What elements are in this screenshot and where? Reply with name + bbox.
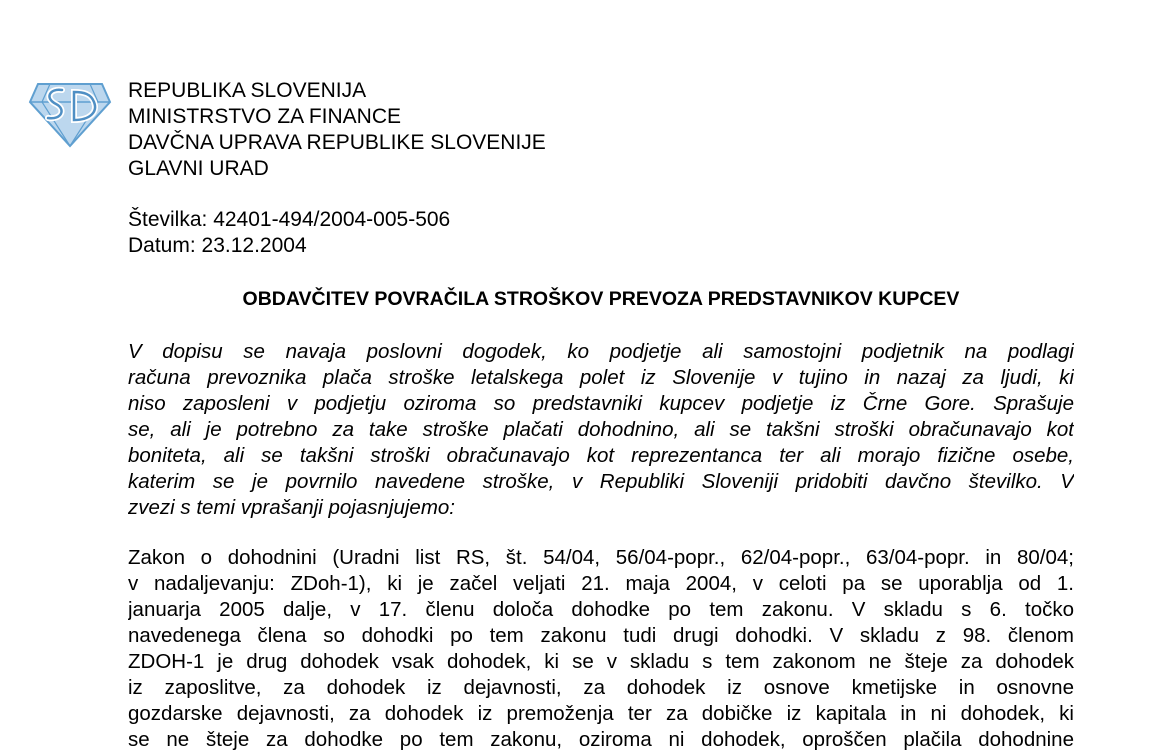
text-line: boniteta, ali se takšni stroški obračunavajo kot reprezentanca ter ali morajo fizične osebe, bbox=[128, 444, 1074, 467]
header-line-tax-administration: DAVČNA UPRAVA REPUBLIKE SLOVENIJE bbox=[128, 131, 546, 154]
paragraph-question bbox=[128, 339, 1074, 521]
text-line: v nadaljevanju: ZDoh-1), ki je začel veljati 21. maja 2004, v celoti pa se uporablja od 1. bbox=[128, 572, 1074, 595]
header-line-office: GLAVNI URAD bbox=[128, 157, 269, 180]
text-line: iz zaposlitve, za dohodek iz dejavnosti, za dohodek iz osnove kmetijske in osnovne bbox=[128, 676, 1074, 699]
text-line: računa prevoznika plača stroške letalskega polet iz Slovenije v tujino in nazaj za ljudi, ki bbox=[128, 366, 1074, 389]
document-meta bbox=[128, 207, 450, 259]
header-line-republic: REPUBLIKA SLOVENIJA bbox=[128, 79, 367, 102]
text-line: gozdarske dejavnosti, za dohodek iz premoženja ter za dobičke iz kapitala in ni dohodek, ki bbox=[128, 702, 1074, 725]
document-date: Datum: 23.12.2004 bbox=[128, 234, 307, 257]
text-line: se ne šteje za dohodke po tem zakonu, oziroma ni dohodek, oproščen plačila dohodnine bbox=[128, 728, 1074, 751]
header-line-ministry: MINISTRSTVO ZA FINANCE bbox=[128, 105, 402, 128]
text-line: Zakon o dohodnini (Uradni list RS, št. 54/04, 56/04-popr., 62/04-popr., 63/04-popr. in 80/04; bbox=[128, 546, 1074, 569]
text-line: ZDOH-1 je drug dohodek vsak dohodek, ki se v skladu s tem zakonom ne šteje za dohodek bbox=[128, 650, 1074, 673]
text-line: navedenega člena so dohodki po tem zakonu tudi drugi dohodki. V skladu z 98. členom bbox=[128, 624, 1074, 647]
text-line: V dopisu se navaja poslovni dogodek, ko podjetje ali samostojni podjetnik na podlagi bbox=[128, 340, 1074, 363]
text-line: se, ali je potrebno za take stroške plačati dohodnino, ali se takšni stroški obračunavajo kot bbox=[128, 418, 1074, 441]
text-line: januarja 2005 dalje, v 17. členu določa dohodke po tem zakonu. V skladu s 6. točko bbox=[128, 598, 1074, 621]
durs-logo-icon bbox=[28, 78, 112, 150]
institution-header bbox=[128, 78, 546, 182]
document-number: Številka: 42401-494/2004-005-506 bbox=[128, 208, 451, 231]
text-line: katerim se je povrnilo navedene stroške, v Republiki Sloveniji pridobiti davčno številko. V bbox=[128, 470, 1074, 493]
text-line: niso zaposleni v podjetju oziroma so predstavniki kupcev podjetje iz Črne Gore. Sprašuje bbox=[128, 392, 1074, 415]
text-line: zvezi s temi vprašanji pojasnjujemo: bbox=[128, 496, 455, 519]
paragraph-answer bbox=[128, 545, 1074, 753]
document-title: OBDAVČITEV POVRAČILA STROŠKOV PREVOZA PREDSTAVNIKOV KUPCEV bbox=[242, 288, 960, 310]
